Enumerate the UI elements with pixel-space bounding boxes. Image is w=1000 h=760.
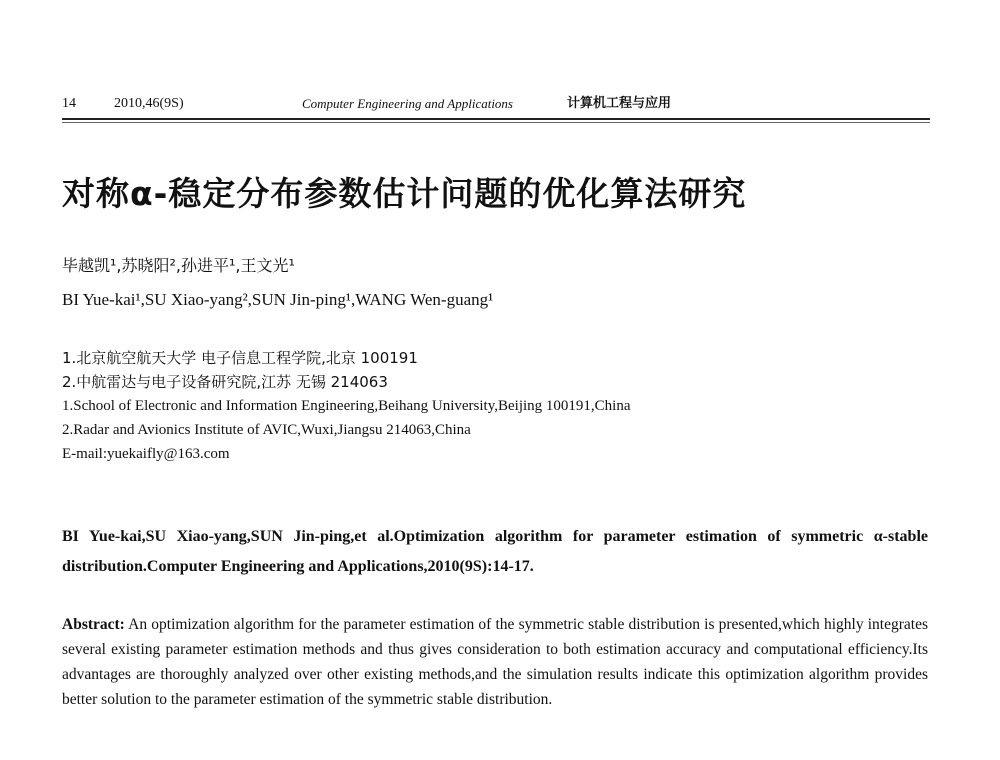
paper-title: 对称α-稳定分布参数估计问题的优化算法研究 (62, 174, 747, 213)
journal-name-en: Computer Engineering and Applications (302, 96, 513, 111)
email-address: E-mail:yuekaifly@163.com (62, 446, 230, 462)
affiliation-item: 1.School of Electronic and Information Engineering,Beihang University,Beijing 100191,China (62, 398, 631, 414)
affiliation-item: 2.中航雷达与电子设备研究院,江苏 无锡 214063 (62, 373, 388, 391)
affiliation-item: 1.北京航空航天大学 电子信息工程学院,北京 100191 (62, 349, 418, 367)
running-header (62, 93, 932, 115)
abstract-paragraph (62, 612, 928, 712)
affiliations-list (62, 346, 942, 466)
authors-chinese: 毕越凯¹,苏晓阳²,孙进平¹,王文光¹ (62, 256, 295, 275)
affiliation-item: 2.Radar and Avionics Institute of AVIC,Wuxi,Jiangsu 214063,China (62, 422, 471, 438)
header-rule-thin (62, 122, 930, 123)
header-rule-thick (62, 118, 930, 120)
citation-reference: BI Yue-kai,SU Xiao-yang,SUN Jin-ping,et al.Optimization algorithm for parameter estimation of symmetric α-stable distribution.Computer Engineering and Applications,2010(9S):14-17. (62, 528, 928, 575)
abstract-label: Abstract: (62, 616, 125, 633)
authors-english: BI Yue-kai¹,SU Xiao-yang²,SUN Jin-ping¹,WANG Wen-guang¹ (62, 290, 494, 309)
abstract-text: An optimization algorithm for the parameter estimation of the symmetric stable distribution is presented,which highly integrates several existing parameter estimation methods and thus gives consideration to both estimation accuracy and computational efficiency.Its advantages are thoroughly analyzed over other existing methods,and the simulation results indicate this optimization algorithm provides better solution to the parameter estimation of the symmetric stable distribution. (62, 616, 928, 708)
journal-name-cn: 计算机工程与应用 (567, 96, 672, 111)
issue-info: 2010,46(9S) (114, 96, 184, 111)
page-number: 14 (62, 96, 76, 111)
